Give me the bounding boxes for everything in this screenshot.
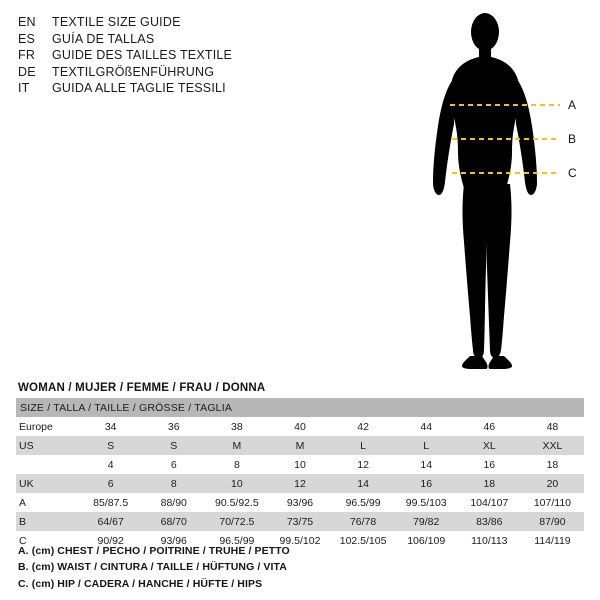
table-section-title: WOMAN / MUJER / FEMME / FRAU / DONNA xyxy=(18,382,266,394)
title-text: GUÍA DE TALLAS xyxy=(52,31,155,46)
title-text: TEXTILE SIZE GUIDE xyxy=(52,15,181,29)
row-label: US xyxy=(16,436,79,455)
title-row xyxy=(18,64,348,81)
marker-label-a: A xyxy=(568,98,577,112)
language-code: IT xyxy=(18,81,30,95)
cell: 10 xyxy=(205,474,268,493)
table-row xyxy=(16,493,584,512)
cell: 14 xyxy=(332,474,395,493)
cell: 90/92 xyxy=(79,531,142,550)
cell: 99.5/102 xyxy=(268,531,331,550)
cell: 12 xyxy=(268,474,331,493)
cell: 4 xyxy=(79,455,142,474)
cell: 48 xyxy=(521,417,584,436)
table-row xyxy=(16,512,584,531)
cell: 110/113 xyxy=(458,531,521,550)
cell: 38 xyxy=(205,417,268,436)
cell: 40 xyxy=(268,417,331,436)
row-label: A xyxy=(16,493,79,512)
cell: 16 xyxy=(458,455,521,474)
cell: 93/96 xyxy=(142,531,205,550)
row-label: Europe xyxy=(16,417,79,436)
table-row xyxy=(16,417,584,436)
title-row xyxy=(18,80,348,97)
cell: 70/72.5 xyxy=(205,512,268,531)
cell: 90.5/92.5 xyxy=(205,493,268,512)
footnote-c: C. (cm) HIP / CADERA / HANCHE / HÜFTE / HIPS xyxy=(18,577,263,590)
title-row xyxy=(18,47,348,64)
title-row xyxy=(18,31,348,48)
table-row xyxy=(16,474,584,493)
cell: 85/87.5 xyxy=(79,493,142,512)
cell: M xyxy=(268,436,331,455)
cell: 34 xyxy=(79,417,142,436)
footnotes-block xyxy=(18,543,578,592)
language-code: EN xyxy=(18,15,36,29)
table-row xyxy=(16,455,584,474)
cell: 6 xyxy=(79,474,142,493)
row-label: C xyxy=(16,531,79,550)
cell: 64/67 xyxy=(79,512,142,531)
cell: L xyxy=(395,436,458,455)
marker-label-c: C xyxy=(568,166,577,180)
cell: 42 xyxy=(332,417,395,436)
cell: 16 xyxy=(395,474,458,493)
cell: XL xyxy=(458,436,521,455)
cell: 102.5/105 xyxy=(332,531,395,550)
female-silhouette-figure xyxy=(400,6,600,376)
cell: 114/119 xyxy=(521,531,584,550)
row-label: UK xyxy=(16,474,79,493)
cell: 93/96 xyxy=(268,493,331,512)
cell: 68/70 xyxy=(142,512,205,531)
cell: 18 xyxy=(458,474,521,493)
cell: 73/75 xyxy=(268,512,331,531)
table-header-label: SIZE / TALLA / TAILLE / GRÖSSE / TAGLIA xyxy=(16,398,584,417)
footnote-a: A. (cm) CHEST / PECHO / POITRINE / TRUHE / PETTO xyxy=(18,545,290,557)
cell: 14 xyxy=(395,455,458,474)
cell: 88/90 xyxy=(142,493,205,512)
cell: XXL xyxy=(521,436,584,455)
cell: 12 xyxy=(332,455,395,474)
language-code: FR xyxy=(18,48,36,62)
cell: 8 xyxy=(142,474,205,493)
table-row xyxy=(16,436,584,455)
title-text: TEXTILGRÖßENFÜHRUNG xyxy=(52,64,215,79)
footnote-b: B. (cm) WAIST / CINTURA / TAILLE / HÜFTUNG / VITA xyxy=(18,561,287,574)
cell: 46 xyxy=(458,417,521,436)
cell: S xyxy=(142,436,205,455)
silhouette-icon xyxy=(433,13,537,369)
cell: 106/109 xyxy=(395,531,458,550)
cell: 18 xyxy=(521,455,584,474)
size-table xyxy=(16,398,584,550)
cell: 10 xyxy=(268,455,331,474)
cell: 44 xyxy=(395,417,458,436)
title-row xyxy=(18,14,348,31)
cell: M xyxy=(205,436,268,455)
cell: 96.5/99 xyxy=(332,493,395,512)
title-text: GUIDE DES TAILLES TEXTILE xyxy=(52,48,233,62)
cell: S xyxy=(79,436,142,455)
cell: 79/82 xyxy=(395,512,458,531)
table-header-row xyxy=(16,398,584,417)
size-table-block xyxy=(16,382,584,550)
marker-label-b: B xyxy=(568,132,577,146)
cell: 83/86 xyxy=(458,512,521,531)
cell: 99.5/103 xyxy=(395,493,458,512)
cell: 36 xyxy=(142,417,205,436)
cell: 76/78 xyxy=(332,512,395,531)
cell: 87/90 xyxy=(521,512,584,531)
language-code: ES xyxy=(18,31,36,46)
cell: 20 xyxy=(521,474,584,493)
row-label: B xyxy=(16,512,79,531)
cell: L xyxy=(332,436,395,455)
cell: 107/110 xyxy=(521,493,584,512)
cell: 104/107 xyxy=(458,493,521,512)
row-label xyxy=(16,455,79,474)
title-text: GUIDA ALLE TAGLIE TESSILI xyxy=(52,81,226,95)
cell: 6 xyxy=(142,455,205,474)
cell: 8 xyxy=(205,455,268,474)
title-block xyxy=(18,14,348,97)
cell: 96.5/99 xyxy=(205,531,268,550)
language-code: DE xyxy=(18,64,36,79)
